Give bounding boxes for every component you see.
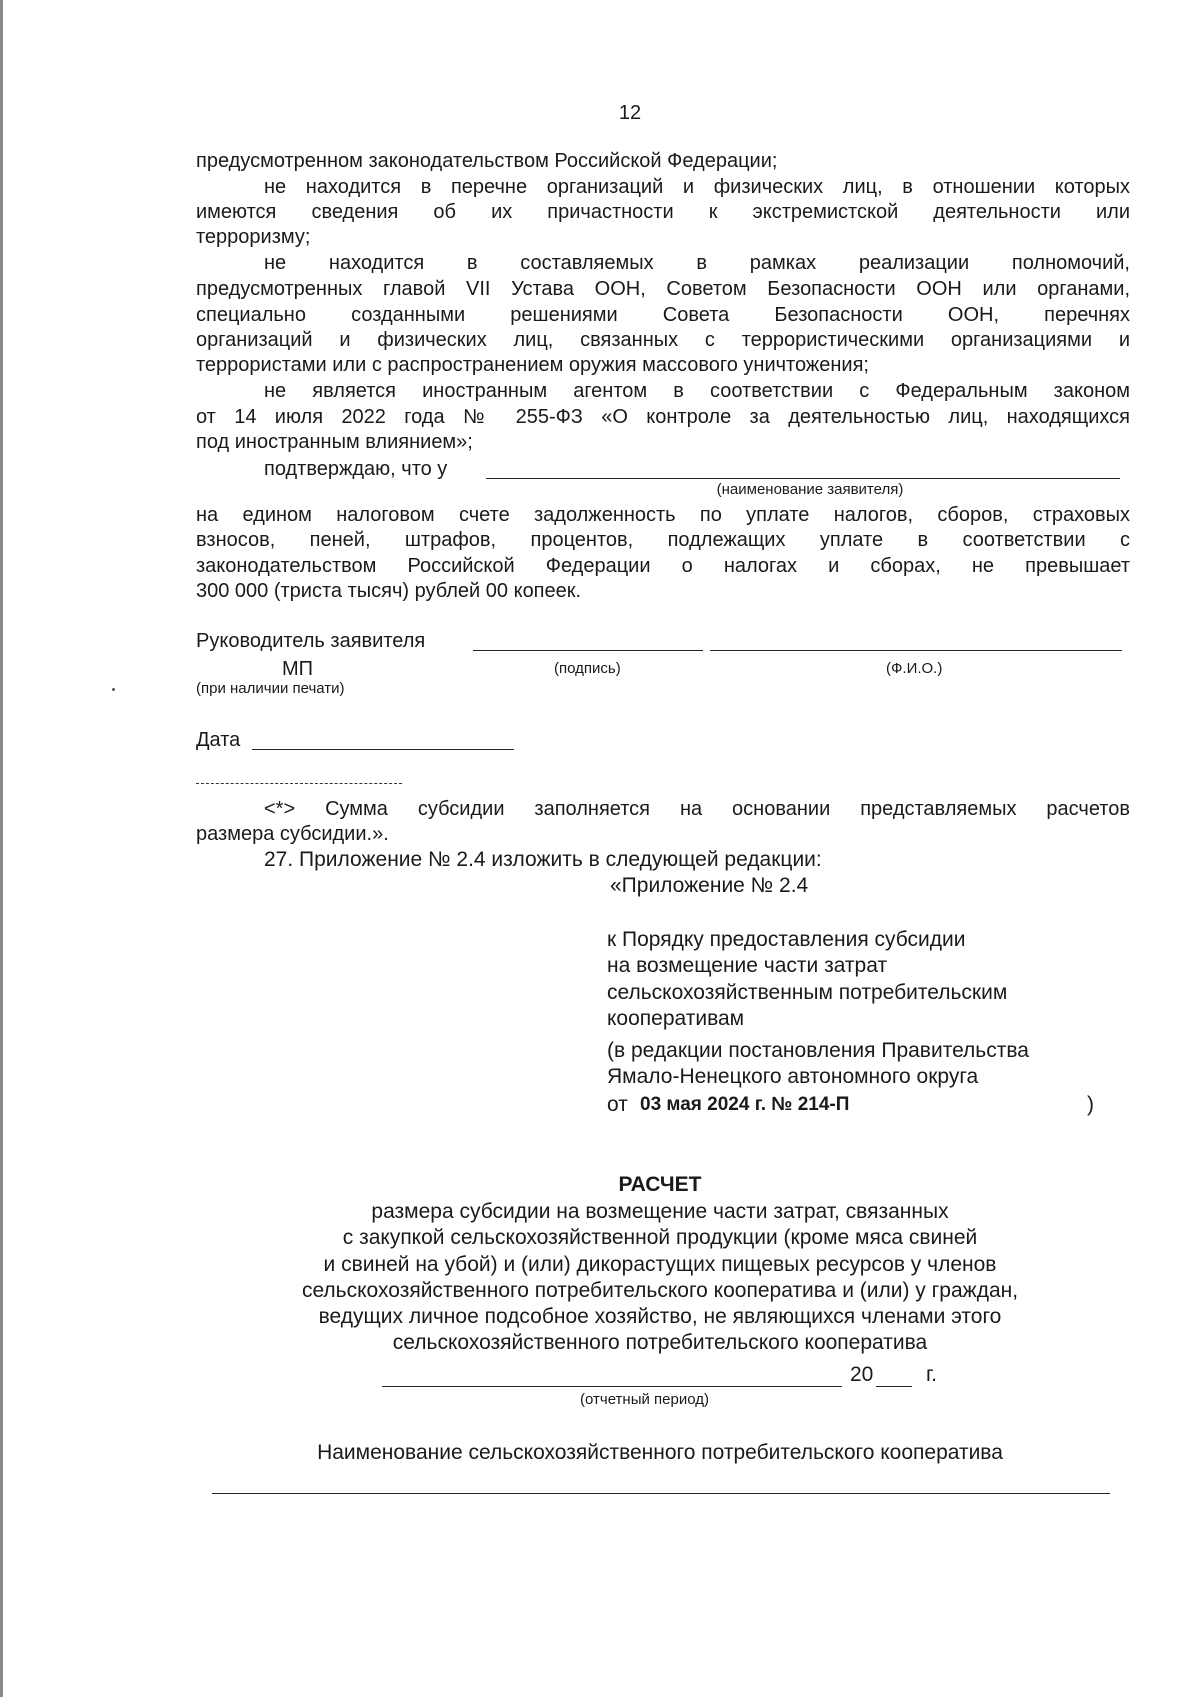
para3-line1: не является иностранным агентом в соответствии с Федеральным законом (264, 380, 1130, 402)
scan-dot (112, 688, 115, 691)
confirm-line1: на едином налоговом счете задолженность по уплате налогов, сборов, страховых (196, 504, 1130, 526)
calc-line3: и свиней на убой) и (или) дикорастущих пищевых ресурсов у членов (323, 1253, 997, 1276)
period-caption: (отчетный период) (580, 1391, 709, 1408)
signature-caption: (подпись) (554, 660, 621, 677)
date-label: Дата (196, 729, 241, 751)
reporting-period-line[interactable] (382, 1386, 842, 1387)
calc-line1: размера субсидии на возмещение части затрат, связанных (371, 1200, 949, 1223)
para2-line4: организаций и физических лиц, связанных с террористическими организациями и (196, 329, 1130, 351)
footnote-line1: <*> Сумма субсидии заполняется на основании представляемых расчетов (264, 798, 1130, 820)
appendix-line4: кооперативам (607, 1007, 745, 1030)
confirm-line2: взносов, пеней, штрафов, процентов, подлежащих уплате в соответствии с (196, 529, 1130, 551)
page-number: 12 (618, 102, 642, 124)
seal-note: (при наличии печати) (196, 680, 345, 697)
coop-name-label: Наименование сельскохозяйственного потребительского кооператива (317, 1441, 1003, 1464)
year-prefix: 20 (850, 1363, 874, 1386)
appendix-from: от (607, 1093, 628, 1116)
para2-line1: не находится в составляемых в рамках реализации полномочий, (264, 252, 1130, 274)
appendix-line3: сельскохозяйственным потребительским (607, 981, 1008, 1004)
calc-line4: сельскохозяйственного потребительского кооператива и (или) у граждан, (301, 1279, 1019, 1302)
calc-line5: ведущих личное подсобное хозяйство, не являющихся членами этого (318, 1305, 1002, 1328)
scan-edge (0, 0, 3, 1697)
para2-line3: специально созданными решениями Совета Безопасности ООН, перечнях (196, 304, 1130, 326)
para2-line5: террористами или с распространением оружия массового уничтожения; (196, 354, 869, 376)
calc-title: РАСЧЕТ (618, 1173, 702, 1196)
appendix-line6: Ямало-Ненецкого автономного округа (607, 1065, 979, 1088)
year-line[interactable] (876, 1386, 912, 1387)
appendix-line1: к Порядку предоставления субсидии (607, 928, 966, 951)
para1-line2: не находится в перечне организаций и физических лиц, в отношении которых (264, 176, 1130, 198)
appendix-line5: (в редакции постановления Правительства (607, 1039, 1029, 1062)
confirm-line4: 300 000 (триста тысяч) рублей 00 копеек. (196, 580, 582, 602)
appendix-title: «Приложение № 2.4 (610, 874, 809, 897)
full-name-line[interactable] (710, 650, 1122, 651)
para1-line1: предусмотренном законодательством Российской Федерации; (196, 150, 778, 172)
confirm-lead: подтверждаю, что у (264, 458, 448, 480)
confirm-line3: законодательством Российской Федерации о налогах и сборах, не превышает (196, 555, 1130, 577)
applicant-name-line[interactable] (486, 478, 1120, 479)
para2-line2: предусмотренных главой VII Устава ООН, Советом Безопасности ООН или органами, (196, 278, 1130, 300)
para1-line3: имеются сведения об их причастности к экстремистской деятельности или (196, 201, 1130, 223)
signature-label: Руководитель заявителя (196, 630, 426, 652)
year-suffix: г. (926, 1363, 937, 1386)
signature-line[interactable] (473, 650, 703, 651)
para3-line2: от 14 июля 2022 года № 255-ФЗ «О контроле за деятельностью лиц, находящихся (196, 406, 1130, 428)
calc-line6: сельскохозяйственного потребительского кооператива (392, 1331, 928, 1354)
footnote-separator (196, 783, 402, 784)
appendix-date-stamp: 03 мая 2024 г. № 214-П (640, 1094, 850, 1115)
mp-label: МП (282, 658, 314, 680)
footnote-line2: размера субсидии.». (196, 823, 389, 845)
calc-line2: с закупкой сельскохозяйственной продукции (кроме мяса свиней (342, 1226, 978, 1249)
date-line[interactable] (252, 749, 514, 750)
item-27: 27. Приложение № 2.4 изложить в следующей редакции: (264, 848, 822, 871)
coop-name-line[interactable] (212, 1493, 1110, 1494)
applicant-name-caption: (наименование заявителя) (716, 481, 904, 498)
appendix-close-paren: ) (1087, 1093, 1094, 1116)
para1-line4: терроризму; (196, 226, 311, 248)
appendix-line2: на возмещение части затрат (607, 954, 888, 977)
full-name-caption: (Ф.И.О.) (886, 660, 943, 677)
para3-line3: под иностранным влиянием»; (196, 431, 473, 453)
